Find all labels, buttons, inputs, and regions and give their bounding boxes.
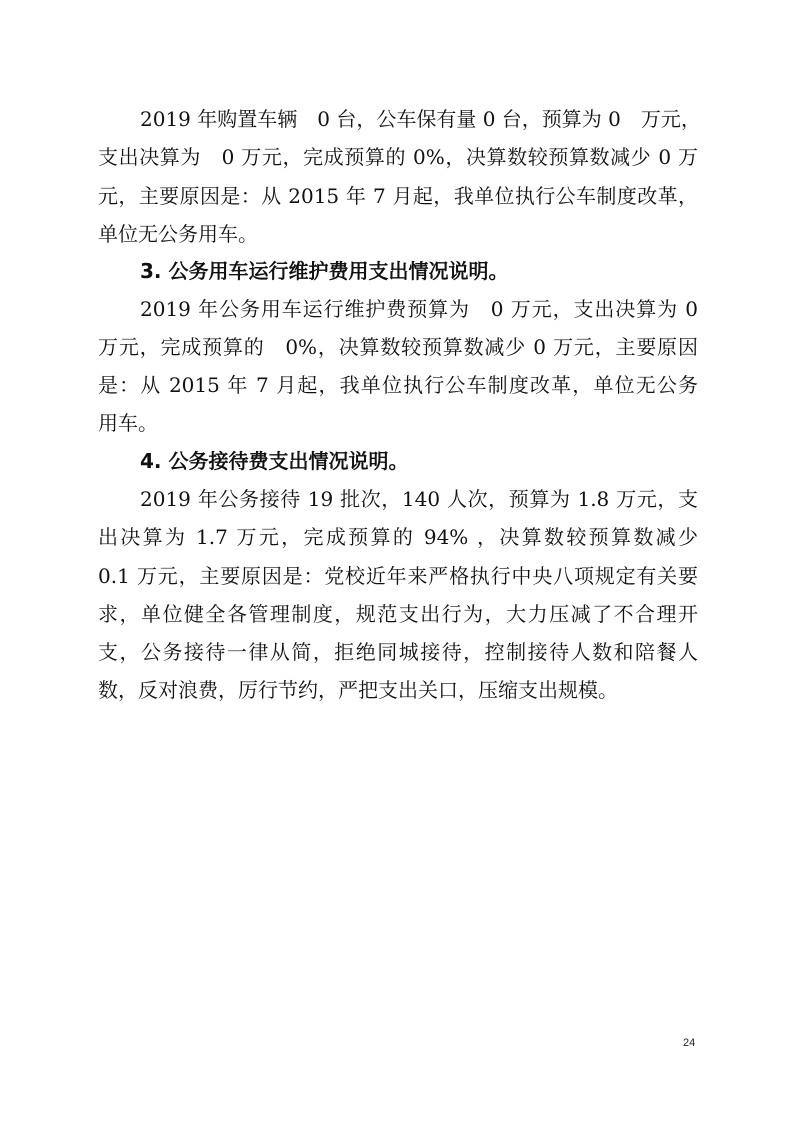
paragraph-line: 元，主要原因是：从 2015 年 7 月起，我单位执行公车制度改革， (98, 184, 698, 208)
paragraph-line: 求，单位健全各管理制度，规范支出行为，大力压减了不合理开 (98, 602, 698, 626)
paragraph-line: 2019 年公务用车运行维护费预算为 0 万元，支出决算为 0 (140, 297, 698, 321)
paragraph-line: 2019 年购置车辆 0 台，公车保有量 0 台，预算为 0 万元， (140, 107, 701, 131)
paragraph-line: 2019 年公务接待 19 批次，140 人次，预算为 1.8 万元，支 (140, 487, 698, 511)
paragraph-line: 支出决算为 0 万元，完成预算的 0%，决算数较预算数减少 0 万 (98, 145, 698, 169)
paragraph-line: 单位无公务用车。 (98, 222, 258, 246)
page-number: 24 (683, 1037, 696, 1049)
section-heading-4: 4. 公务接待费支出情况说明。 (140, 449, 409, 473)
paragraph-line: 0.1 万元，主要原因是：党校近年来严格执行中央八项规定有关要 (98, 564, 698, 588)
paragraph-line: 是：从 2015 年 7 月起，我单位执行公车制度改革，单位无公务 (98, 373, 698, 397)
paragraph-line: 支，公务接待一律从简，拒绝同城接待，控制接待人数和陪餐人 (98, 640, 698, 664)
paragraph-line: 数，反对浪费，厉行节约，严把支出关口，压缩支出规模。 (98, 678, 618, 702)
paragraph-line: 万元，完成预算的 0%，决算数较预算数减少 0 万元，主要原因 (98, 335, 698, 359)
section-heading-3: 3. 公务用车运行维护费用支出情况说明。 (140, 259, 509, 283)
paragraph-line: 用车。 (98, 411, 158, 435)
paragraph-line: 出决算为 1.7 万元，完成预算的 94% ，决算数较预算数减少 (98, 525, 698, 549)
